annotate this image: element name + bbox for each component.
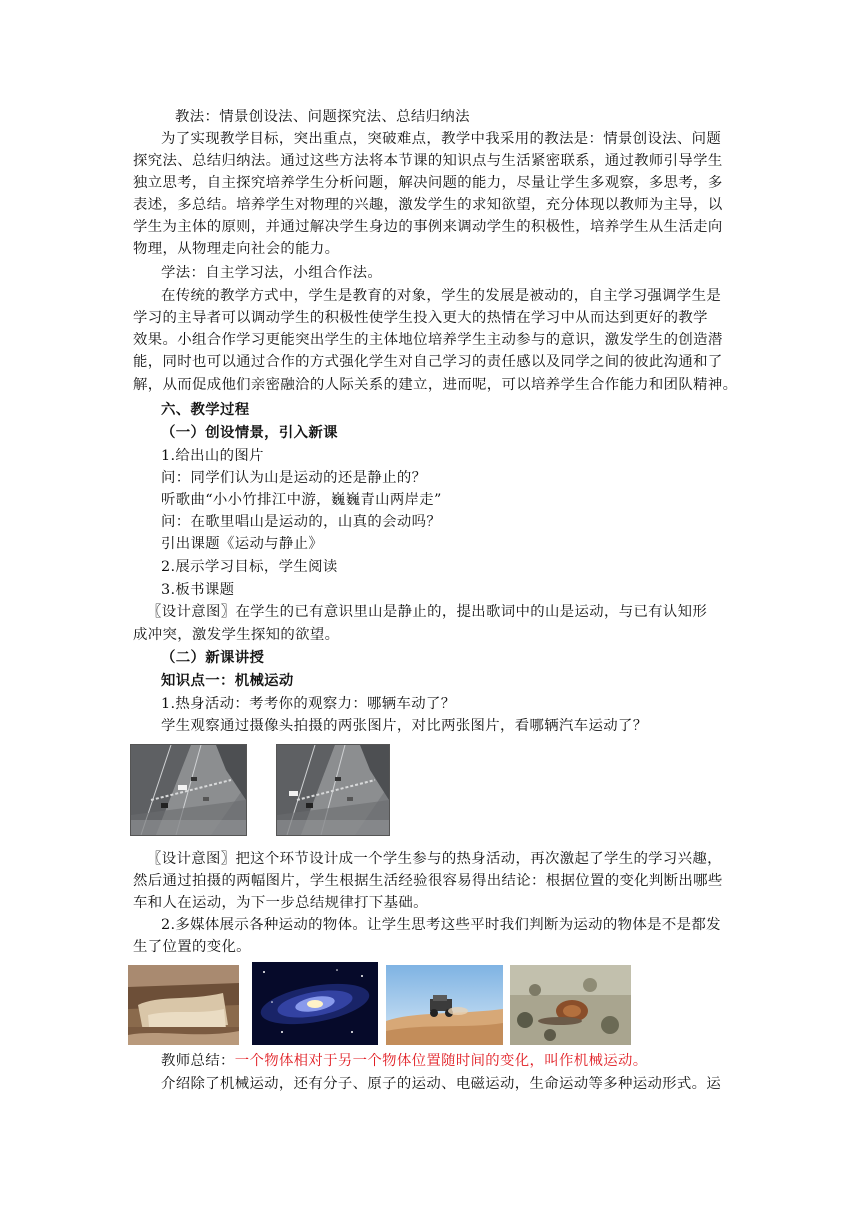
paragraph-line: 能，同时也可以通过合作的方式强化学生对自己学习的责任感以及同学之间的彼此沟通和了	[133, 354, 723, 370]
paragraph-line: 在传统的教学方式中，学生是教育的对象，学生的发展是被动的，自主学习强调学生是	[161, 288, 722, 304]
knowledge-point-heading: 知识点一：机械运动	[161, 672, 294, 689]
section-heading: 六、教学过程	[161, 401, 250, 418]
list-item: 引出课题《运动与静止》	[161, 536, 324, 552]
design-intent-line: 然后通过拍摄的两幅图片，学生根据生活经验很容易得出结论：根据位置的变化判断出哪些	[133, 873, 723, 889]
paragraph-line: 效果。小组合作学习更能突出学生的主体地位培养学生主动参与的意识，激发学生的创造潜	[133, 332, 723, 348]
snail-photo	[510, 965, 631, 1045]
list-item: 1.给出山的图片	[161, 448, 264, 464]
subsection-heading: （二）新课讲授	[161, 649, 265, 666]
waterfall-photo	[128, 965, 239, 1045]
summary-label: 教师总结：	[161, 1053, 235, 1069]
list-item: 听歌曲“小小竹排江中游，巍巍青山两岸走”	[161, 492, 442, 508]
list-item: 2.展示学习目标，学生阅读	[161, 559, 338, 575]
subsection-heading: （一）创设情景，引入新课	[161, 424, 338, 441]
paragraph-line: 学生为主体的原则，并通过解决学生身边的事例来调动学生的积极性，培养学生从生活走向	[133, 219, 723, 235]
paragraph-line: 为了实现教学目标，突出重点，突破难点，教学中我采用的教法是：情景创设法、问题	[161, 131, 722, 147]
learning-method-line: 学法：自主学习法，小组合作法。	[161, 265, 383, 281]
paragraph-line: 物理，从物理走向社会的能力。	[133, 241, 340, 257]
paragraph-line: 学习的主导者可以调动学生的积极性使学生投入更大的热情在学习中从而达到更好的教学	[133, 310, 708, 326]
design-intent-line: 〖设计意图〗在学生的已有意识里山是静止的，提出歌词中的山是运动，与已有认知形	[147, 604, 708, 620]
design-intent-line: 车和人在运动，为下一步总结规律打下基础。	[133, 895, 428, 911]
teacher-summary-line	[161, 1050, 733, 1072]
list-item: 1.热身活动：考考你的观察力：哪辆车动了？	[161, 696, 456, 712]
list-item: 学生观察通过摄像头拍摄的两张图片，对比两张图片，看哪辆汽车运动了？	[161, 718, 648, 734]
design-intent-line: 〖设计意图〗把这个环节设计成一个学生参与的热身活动，再次激起了学生的学习兴趣，	[147, 851, 722, 867]
design-intent-line: 成冲突，激发学生探知的欲望。	[133, 627, 340, 643]
paragraph-line: 表述，多总结。培养学生对物理的兴趣，激发学生的求知欲望，充分体现以教师为主导，以	[133, 197, 723, 213]
desert-car-photo	[386, 965, 503, 1045]
paragraph-line: 介绍除了机械运动，还有分子、原子的运动、电磁运动，生命运动等多种运动形式。运	[161, 1076, 722, 1092]
traffic-photo-2	[276, 744, 390, 836]
paragraph-line: 2.多媒体展示各种运动的物体。让学生思考这些平时我们判断为运动的物体是不是都发	[161, 917, 721, 933]
list-item: 3.板书课题	[161, 582, 235, 598]
summary-definition: 一个物体相对于另一个物体位置随时间的变化，叫作机械运动。	[234, 1053, 648, 1069]
teaching-method-line: 教法：情景创设法、问题探究法、总结归纳法	[175, 109, 470, 125]
list-item: 问：在歌里唱山是运动的，山真的会动吗？	[161, 514, 442, 530]
list-item: 问：同学们认为山是运动的还是静止的？	[161, 470, 427, 486]
galaxy-photo	[252, 962, 378, 1045]
traffic-photo-1	[130, 744, 247, 836]
paragraph-line: 生了位置的变化。	[133, 939, 251, 955]
paragraph-line: 解，从而促成他们亲密融洽的人际关系的建立，进而呢，可以培养学生合作能力和团队精神。	[133, 377, 738, 393]
paragraph-line: 独立思考，自主探究培养学生分析问题，解决问题的能力，尽量让学生多观察，多思考，多	[133, 175, 723, 191]
paragraph-line: 探究法、总结归纳法。通过这些方法将本节课的知识点与生活紧密联系，通过教师引导学生	[133, 153, 723, 169]
